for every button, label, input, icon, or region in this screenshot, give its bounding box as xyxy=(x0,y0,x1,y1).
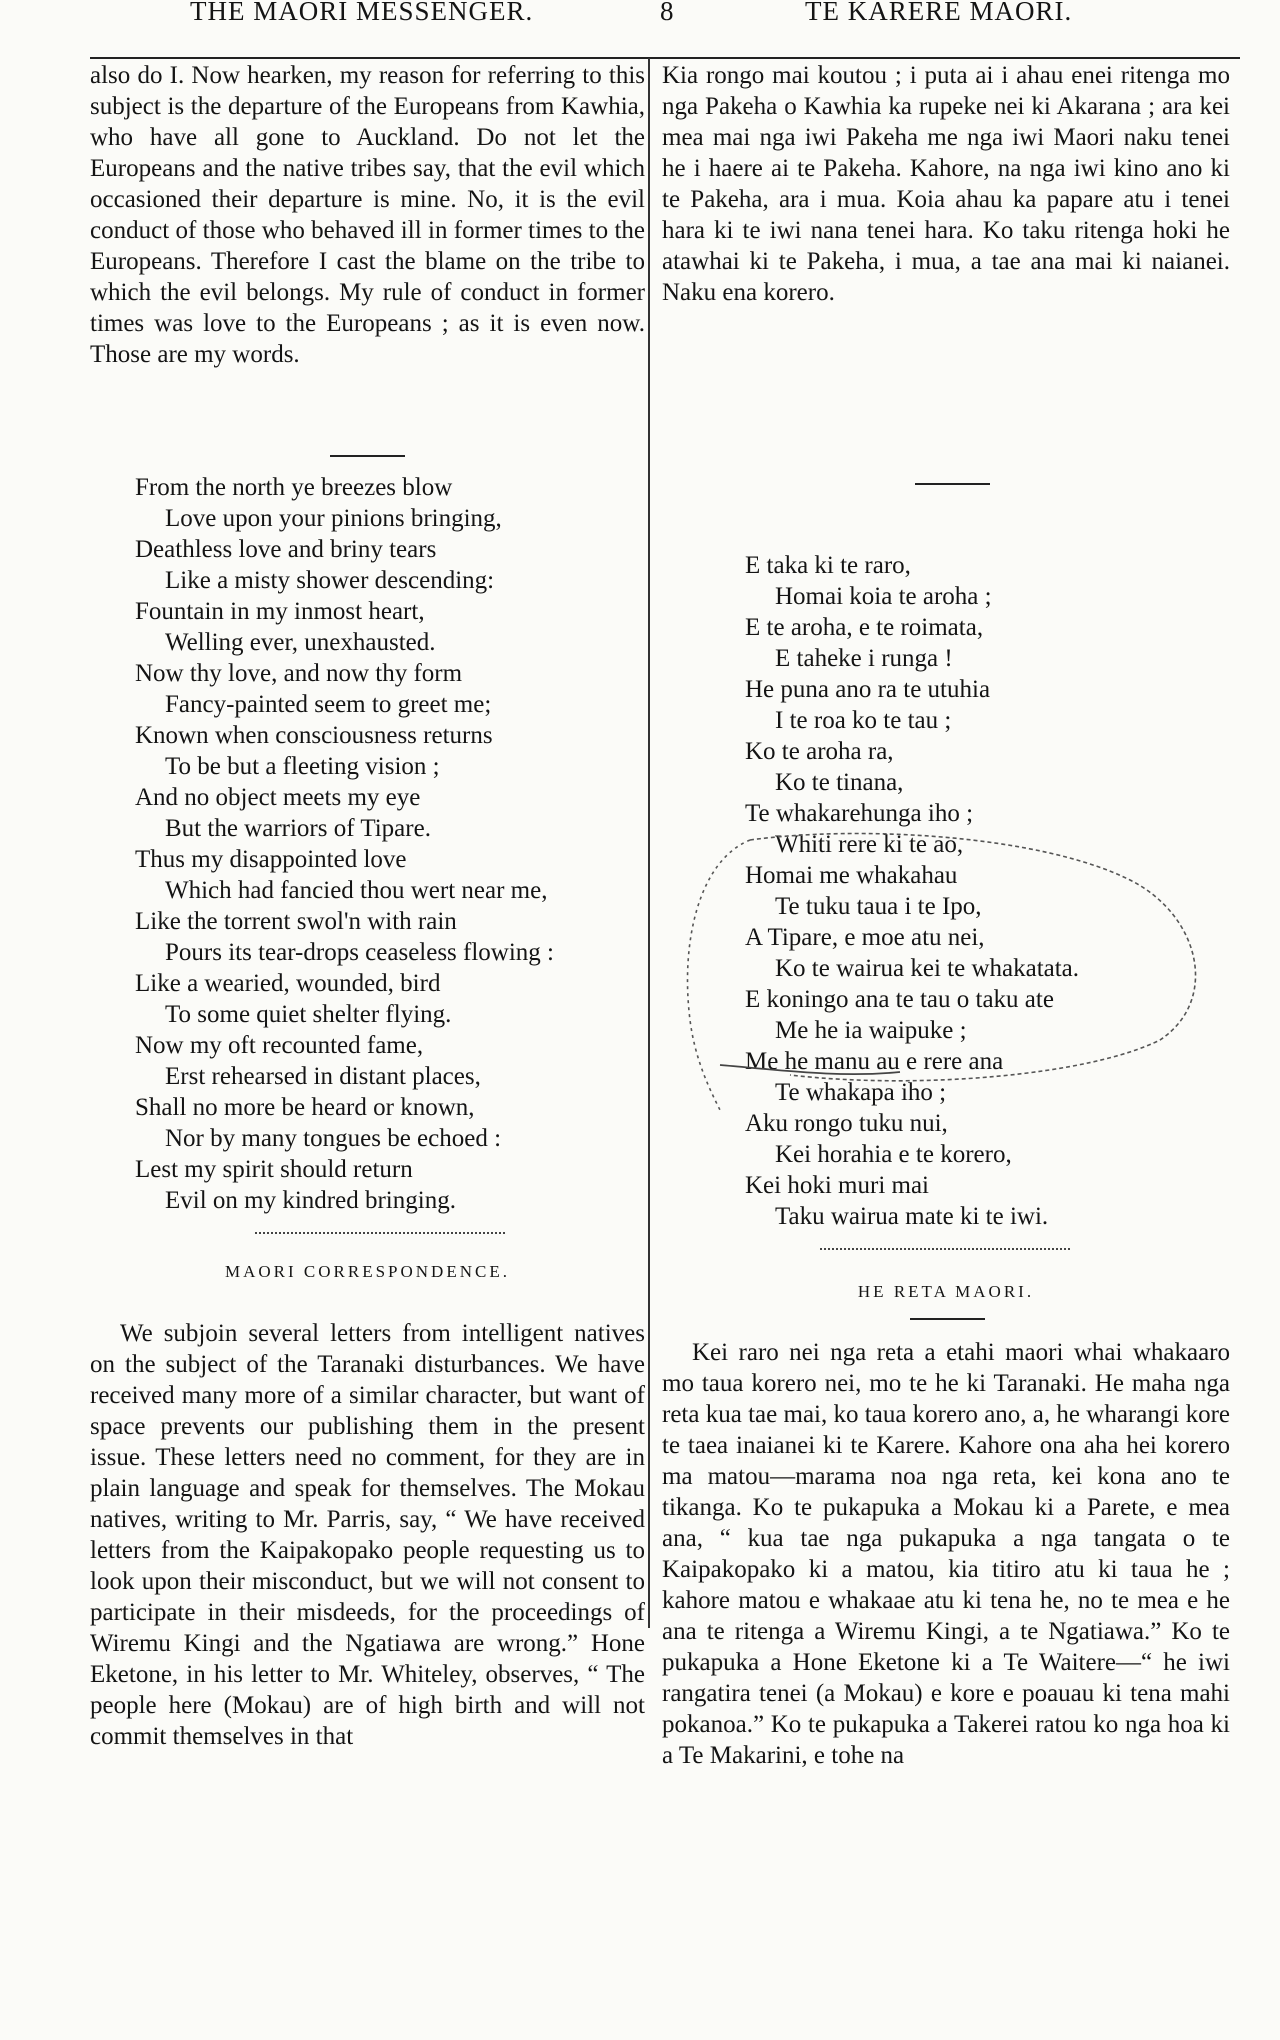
english-intro-paragraph: also do I. Now hearken, my reason for referring to this subject is the departure of the Europeans from Kawhia, who have all gone to Auckland. Do not let the Europeans and the native tribes say, that the evil which occasioned their departure is mine. No, it is the evil conduct of those who behaved ill in former times to the Europeans. Therefore I cast the blame on the tribe to which the evil belongs. My rule of conduct in former times was love to the Europeans ; as it is even now. Those are my words. xyxy=(90,62,645,368)
english-poem xyxy=(135,472,554,1216)
poem-line: Ko te tinana, xyxy=(775,769,904,796)
poem-line: Like a wearied, wounded, bird xyxy=(135,970,441,997)
poem-line: Nor by many tongues be echoed : xyxy=(165,1125,502,1152)
poem-line: Evil on my kindred bringing. xyxy=(165,1187,456,1214)
poem-line: Shall no more be heard or known, xyxy=(135,1094,475,1121)
page-header xyxy=(0,0,1280,40)
poem-line: Lest my spirit should return xyxy=(135,1156,413,1183)
poem-line: Te whakapa iho ; xyxy=(775,1079,947,1106)
poem-line: Whiti rere ki te ao, xyxy=(775,831,964,858)
english-poem-end-rule xyxy=(255,1232,505,1234)
english-section-title: MAORI CORRESPONDENCE. xyxy=(225,1262,510,1281)
poem-line: Deathless love and briny tears xyxy=(135,536,437,563)
poem-line: He puna ano ra te utuhia xyxy=(745,676,991,703)
poem-line: Known when consciousness returns xyxy=(135,722,493,749)
poem-line: Te tuku taua i te Ipo, xyxy=(775,893,982,920)
maori-intro-paragraph: Kia rongo mai koutou ; i puta ai i ahau enei ritenga mo nga Pakeha o Kawhia ka rupeke nei ki Akarana ; ara kei mea mai nga iwi Pakeha me nga iwi Maori naku tenei he i haere ai te Pakeha. Kahore, na nga iwi kino ano ki te Pakeha, ara i mua. Koia ahau ka papare atu i tenei hara ki te iwi nana tenei hara. Ko taku ritenga hoki he atawhai ki te Pakeha, i mua, a tae ana mai ki naianei. Naku ena korero. xyxy=(662,62,1230,306)
poem-line: Homai koia te aroha ; xyxy=(775,583,992,610)
poem-line: Ko te aroha ra, xyxy=(745,738,894,765)
poem-line: Kei hoki muri mai xyxy=(745,1172,929,1199)
poem-line: And no object meets my eye xyxy=(135,784,421,811)
poem-line: Me he ia waipuke ; xyxy=(775,1017,967,1044)
poem-line: A Tipare, e moe atu nei, xyxy=(745,924,985,951)
poem-line: Pours its tear-drops ceaseless flowing : xyxy=(165,939,555,966)
poem-line: Welling ever, unexhausted. xyxy=(165,629,436,656)
pencil-annotation xyxy=(660,820,1220,1140)
poem-line: Love upon your pinions bringing, xyxy=(165,505,502,532)
poem-line: Thus my disappointed love xyxy=(135,846,407,873)
poem-line: Me he manu au e rere ana xyxy=(745,1048,1004,1075)
poem-line: From the north ye breezes blow xyxy=(135,474,453,501)
header-rule xyxy=(90,57,1240,59)
poem-line: E koningo ana te tau o taku ate xyxy=(745,986,1054,1013)
poem-line: Like the torrent swol'n with rain xyxy=(135,908,457,935)
maori-poem-end-rule xyxy=(820,1248,1070,1250)
poem-line: Kei horahia e te korero, xyxy=(775,1141,1012,1168)
maori-poem-rule xyxy=(915,483,990,485)
poem-line: E te aroha, e te roimata, xyxy=(745,614,984,641)
maori-section-rule xyxy=(910,1318,985,1320)
poem-line: To some quiet shelter flying. xyxy=(165,1001,452,1028)
poem-line: Te whakarehunga iho ; xyxy=(745,800,974,827)
poem-line: Now thy love, and now thy form xyxy=(135,660,463,687)
poem-line: Fountain in my inmost heart, xyxy=(135,598,425,625)
poem-line: Ko te wairua kei te whakatata. xyxy=(775,955,1080,982)
poem-line: Like a misty shower descending: xyxy=(165,567,495,594)
poem-line: Taku wairua mate ki te iwi. xyxy=(775,1203,1049,1230)
header-title-english: THE MAORI MESSENGER. xyxy=(190,0,534,26)
poem-line: E taheke i runga ! xyxy=(775,645,953,672)
poem-line: Aku rongo tuku nui, xyxy=(745,1110,948,1137)
poem-line: Now my oft recounted fame, xyxy=(135,1032,424,1059)
poem-line: Erst rehearsed in distant places, xyxy=(165,1063,481,1090)
header-title-maori: TE KARERE MAORI. xyxy=(805,0,1073,26)
poem-line: To be but a fleeting vision ; xyxy=(165,753,440,780)
english-poem-rule xyxy=(330,455,405,457)
poem-line: I te roa ko te tau ; xyxy=(775,707,952,734)
poem-line: Fancy-painted seem to greet me; xyxy=(165,691,492,718)
page-number: 8 xyxy=(660,0,675,26)
poem-line: E taka ki te raro, xyxy=(745,552,911,579)
poem-line: But the warriors of Tipare. xyxy=(165,815,431,842)
poem-line: Homai me whakahau xyxy=(745,862,958,889)
english-correspondence-paragraph: We subjoin several letters from intelligent natives on the subject of the Taranaki disturbances. We have received many more of a similar character, but want of space prevents our publishing them in the present issue. These letters need no comment, for they are in plain language and speak for themselves. The Mokau natives, writing to Mr. Parris, say, “ We have received letters from the Kaipakopako people requesting us to look upon their misconduct, but we will not consent to participate in their misdeeds, for the proceedings of Wiremu Kingi and the Ngatiawa are wrong.” Hone Eketone, in his letter to Mr. Whiteley, observes, “ The people here (Mokau) are of high birth and will not commit themselves in that xyxy=(90,1320,645,1750)
poem-line: Which had fancied thou wert near me, xyxy=(165,877,548,904)
maori-correspondence-paragraph: Kei raro nei nga reta a etahi maori whai whakaaro mo taua korero nei, mo te he ki Taranaki. He maha nga reta kua tae mai, ko taua korero ano, a, he wharangi kore te taea inaianei ki te Karere. Kahore ona aha hei korero ma matou—marama noa nga reta, kei kona ano te tikanga. Ko te pukapuka a Mokau ki a Parete, e mea ana, “ kua tae nga pukapuka a nga tangata o te Kaipakopako ki a matou, kia titiro atu ki taua he ; kahore matou e whakaae atu ki tena he, no te mea e he ana te ritenga a Wiremu Kingi, a te Ngatiawa.” Ko te pukapuka a Hone Eketone ki a Te Waitere—“ he iwi rangatira tenei (a Mokau) e kore e poauau ki tena mahi pokanoa.” Ko te pukapuka a Takerei ratou ko nga hoa ki a Te Makarini, e tohe na xyxy=(662,1339,1230,1769)
maori-section-title: HE RETA MAORI. xyxy=(857,1282,1035,1301)
column-divider xyxy=(648,58,650,1628)
